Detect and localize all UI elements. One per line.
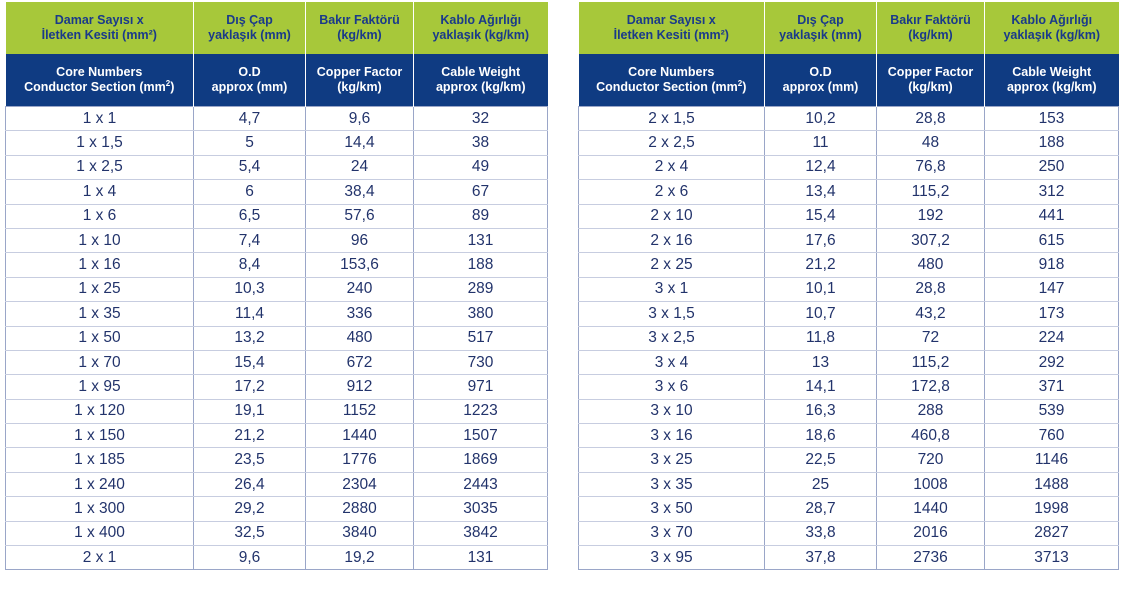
cell-outer-diameter: 12,4 (765, 155, 877, 179)
cell-cable-weight: 188 (985, 131, 1119, 155)
cell-copper-factor: 115,2 (877, 180, 985, 204)
cell-outer-diameter: 10,2 (765, 107, 877, 131)
header-cable-weight-tr: Kablo Ağırlığı yaklaşık (kg/km) (414, 2, 548, 54)
table-row (6, 253, 548, 277)
cell-cable-weight: 250 (985, 155, 1119, 179)
header-row-english (6, 54, 548, 107)
cell-cable-weight: 292 (985, 350, 1119, 374)
cell-outer-diameter: 32,5 (194, 521, 306, 545)
cell-copper-factor: 336 (306, 302, 414, 326)
cell-cable-weight: 3842 (414, 521, 548, 545)
header-row-turkish (579, 2, 1119, 54)
cell-copper-factor: 912 (306, 375, 414, 399)
cell-cable-weight: 3035 (414, 497, 548, 521)
cell-outer-diameter: 18,6 (765, 424, 877, 448)
cell-copper-factor: 28,8 (877, 107, 985, 131)
cell-copper-factor: 1776 (306, 448, 414, 472)
cell-copper-factor: 1440 (877, 497, 985, 521)
cell-copper-factor: 115,2 (877, 350, 985, 374)
cell-copper-factor: 1152 (306, 399, 414, 423)
cell-copper-factor: 240 (306, 277, 414, 301)
cell-core-section: 1 x 35 (6, 302, 194, 326)
cell-copper-factor: 96 (306, 228, 414, 252)
cell-outer-diameter: 21,2 (765, 253, 877, 277)
cell-outer-diameter: 13,2 (194, 326, 306, 350)
table-row (6, 180, 548, 204)
header-outer-diameter-tr: Dış Çap yaklaşık (mm) (194, 2, 306, 54)
cell-copper-factor: 28,8 (877, 277, 985, 301)
table-row (6, 302, 548, 326)
cell-core-section: 2 x 1,5 (579, 107, 765, 131)
cell-core-section: 2 x 25 (579, 253, 765, 277)
table-row (6, 326, 548, 350)
cell-core-section: 2 x 16 (579, 228, 765, 252)
cell-copper-factor: 2736 (877, 546, 985, 570)
cell-core-section: 1 x 400 (6, 521, 194, 545)
table-row (579, 107, 1119, 131)
cell-cable-weight: 89 (414, 204, 548, 228)
cell-copper-factor: 480 (306, 326, 414, 350)
cell-outer-diameter: 15,4 (194, 350, 306, 374)
header-outer-diameter-en: O.D approx (mm) (194, 54, 306, 107)
header-copper-factor-en: Copper Factor (kg/km) (306, 54, 414, 107)
cell-outer-diameter: 11,8 (765, 326, 877, 350)
cell-cable-weight: 2443 (414, 472, 548, 496)
cell-outer-diameter: 23,5 (194, 448, 306, 472)
table-row (6, 155, 548, 179)
table-row (579, 546, 1119, 570)
cell-core-section: 1 x 185 (6, 448, 194, 472)
table-row (6, 546, 548, 570)
table-row (6, 399, 548, 423)
cell-outer-diameter: 15,4 (765, 204, 877, 228)
cell-outer-diameter: 14,1 (765, 375, 877, 399)
cell-cable-weight: 32 (414, 107, 548, 131)
cell-copper-factor: 24 (306, 155, 414, 179)
cell-copper-factor: 9,6 (306, 107, 414, 131)
header-core-section-en: Core Numbers Conductor Section $(mm^2)$ (579, 54, 765, 107)
cell-cable-weight: 3713 (985, 546, 1119, 570)
cell-cable-weight: 539 (985, 399, 1119, 423)
header-cable-weight-en: Cable Weight approx (kg/km) (985, 54, 1119, 107)
cell-core-section: 1 x 6 (6, 204, 194, 228)
cell-core-section: 1 x 25 (6, 277, 194, 301)
cell-cable-weight: 1507 (414, 424, 548, 448)
table-row (579, 350, 1119, 374)
cell-outer-diameter: 21,2 (194, 424, 306, 448)
header-copper-factor-tr: Bakır Faktörü (kg/km) (306, 2, 414, 54)
cell-core-section: 1 x 50 (6, 326, 194, 350)
table-row (579, 326, 1119, 350)
header-outer-diameter-tr: Dış Çap yaklaşık (mm) (765, 2, 877, 54)
table-row (579, 204, 1119, 228)
cell-outer-diameter: 25 (765, 472, 877, 496)
cell-outer-diameter: 26,4 (194, 472, 306, 496)
cell-core-section: 2 x 2,5 (579, 131, 765, 155)
cell-outer-diameter: 10,7 (765, 302, 877, 326)
cell-cable-weight: 441 (985, 204, 1119, 228)
cell-core-section: 3 x 6 (579, 375, 765, 399)
cell-copper-factor: 288 (877, 399, 985, 423)
table-row (579, 180, 1119, 204)
cell-core-section: 3 x 35 (579, 472, 765, 496)
table-row (579, 253, 1119, 277)
table-row (6, 107, 548, 131)
cell-outer-diameter: 16,3 (765, 399, 877, 423)
table-row (6, 277, 548, 301)
cell-core-section: 3 x 25 (579, 448, 765, 472)
cell-core-section: 3 x 1 (579, 277, 765, 301)
table-row (579, 277, 1119, 301)
table-row (6, 472, 548, 496)
cell-outer-diameter: 13 (765, 350, 877, 374)
cell-cable-weight: 380 (414, 302, 548, 326)
cell-cable-weight: 131 (414, 546, 548, 570)
cell-outer-diameter: 5 (194, 131, 306, 155)
table-row (6, 131, 548, 155)
cell-copper-factor: 2016 (877, 521, 985, 545)
cell-outer-diameter: 29,2 (194, 497, 306, 521)
table-row (6, 497, 548, 521)
cell-cable-weight: 730 (414, 350, 548, 374)
header-core-section-tr: Damar Sayısı x İletken Kesiti (mm²) (579, 2, 765, 54)
cell-core-section: 1 x 4 (6, 180, 194, 204)
cell-cable-weight: 173 (985, 302, 1119, 326)
cell-cable-weight: 517 (414, 326, 548, 350)
cell-copper-factor: 460,8 (877, 424, 985, 448)
cell-outer-diameter: 11 (765, 131, 877, 155)
cell-cable-weight: 38 (414, 131, 548, 155)
cell-outer-diameter: 19,1 (194, 399, 306, 423)
cell-core-section: 3 x 10 (579, 399, 765, 423)
cell-cable-weight: 1146 (985, 448, 1119, 472)
cell-core-section: 1 x 1,5 (6, 131, 194, 155)
cell-cable-weight: 131 (414, 228, 548, 252)
cell-cable-weight: 188 (414, 253, 548, 277)
cell-copper-factor: 720 (877, 448, 985, 472)
cell-core-section: 3 x 50 (579, 497, 765, 521)
table-row (6, 204, 548, 228)
table-row (579, 375, 1119, 399)
cell-core-section: 1 x 70 (6, 350, 194, 374)
table-row (579, 155, 1119, 179)
cell-copper-factor: 43,2 (877, 302, 985, 326)
cell-copper-factor: 48 (877, 131, 985, 155)
cell-outer-diameter: 5,4 (194, 155, 306, 179)
cell-cable-weight: 918 (985, 253, 1119, 277)
cell-copper-factor: 172,8 (877, 375, 985, 399)
cell-outer-diameter: 4,7 (194, 107, 306, 131)
cell-cable-weight: 1223 (414, 399, 548, 423)
cell-cable-weight: 615 (985, 228, 1119, 252)
table-row (579, 399, 1119, 423)
cell-core-section: 3 x 2,5 (579, 326, 765, 350)
cell-core-section: 2 x 6 (579, 180, 765, 204)
header-outer-diameter-en: O.D approx (mm) (765, 54, 877, 107)
cell-cable-weight: 153 (985, 107, 1119, 131)
header-copper-factor-en: Copper Factor (kg/km) (877, 54, 985, 107)
cell-copper-factor: 57,6 (306, 204, 414, 228)
cell-core-section: 1 x 95 (6, 375, 194, 399)
table-row (6, 521, 548, 545)
cell-core-section: 1 x 240 (6, 472, 194, 496)
cell-cable-weight: 1869 (414, 448, 548, 472)
cell-outer-diameter: 10,1 (765, 277, 877, 301)
cell-core-section: 2 x 1 (6, 546, 194, 570)
cell-outer-diameter: 17,6 (765, 228, 877, 252)
header-core-section-en: Core Numbers Conductor Section $(mm^2)$ (6, 54, 194, 107)
cell-cable-weight: 371 (985, 375, 1119, 399)
cell-cable-weight: 224 (985, 326, 1119, 350)
table-row (579, 131, 1119, 155)
table-row (6, 350, 548, 374)
cell-copper-factor: 72 (877, 326, 985, 350)
table-row (6, 424, 548, 448)
cell-cable-weight: 312 (985, 180, 1119, 204)
header-cable-weight-en: Cable Weight approx (kg/km) (414, 54, 548, 107)
cell-outer-diameter: 6,5 (194, 204, 306, 228)
header-row-turkish (6, 2, 548, 54)
cell-core-section: 3 x 70 (579, 521, 765, 545)
cell-copper-factor: 2880 (306, 497, 414, 521)
cell-core-section: 1 x 16 (6, 253, 194, 277)
cable-table-right (578, 2, 1119, 570)
cell-copper-factor: 480 (877, 253, 985, 277)
table-row (6, 228, 548, 252)
cell-cable-weight: 1998 (985, 497, 1119, 521)
cell-cable-weight: 2827 (985, 521, 1119, 545)
cell-outer-diameter: 17,2 (194, 375, 306, 399)
cell-core-section: 1 x 150 (6, 424, 194, 448)
cell-core-section: 3 x 95 (579, 546, 765, 570)
cell-outer-diameter: 22,5 (765, 448, 877, 472)
cell-outer-diameter: 13,4 (765, 180, 877, 204)
cell-cable-weight: 147 (985, 277, 1119, 301)
cell-core-section: 2 x 10 (579, 204, 765, 228)
cell-outer-diameter: 11,4 (194, 302, 306, 326)
cell-copper-factor: 14,4 (306, 131, 414, 155)
cell-copper-factor: 1008 (877, 472, 985, 496)
header-copper-factor-tr: Bakır Faktörü (kg/km) (877, 2, 985, 54)
cell-cable-weight: 1488 (985, 472, 1119, 496)
cell-outer-diameter: 10,3 (194, 277, 306, 301)
cell-cable-weight: 760 (985, 424, 1119, 448)
cell-core-section: 3 x 1,5 (579, 302, 765, 326)
cell-outer-diameter: 6 (194, 180, 306, 204)
cell-core-section: 1 x 120 (6, 399, 194, 423)
cell-outer-diameter: 28,7 (765, 497, 877, 521)
cell-core-section: 1 x 10 (6, 228, 194, 252)
header-core-section-tr: Damar Sayısı x İletken Kesiti (mm²) (6, 2, 194, 54)
cell-outer-diameter: 33,8 (765, 521, 877, 545)
header-row-english (579, 54, 1119, 107)
cell-outer-diameter: 37,8 (765, 546, 877, 570)
cable-table-left (5, 2, 548, 570)
cell-copper-factor: 672 (306, 350, 414, 374)
cell-copper-factor: 192 (877, 204, 985, 228)
cell-copper-factor: 2304 (306, 472, 414, 496)
cell-core-section: 2 x 4 (579, 155, 765, 179)
cell-outer-diameter: 9,6 (194, 546, 306, 570)
cell-core-section: 3 x 16 (579, 424, 765, 448)
cell-cable-weight: 49 (414, 155, 548, 179)
table-row (6, 448, 548, 472)
cell-core-section: 1 x 2,5 (6, 155, 194, 179)
cell-core-section: 1 x 1 (6, 107, 194, 131)
cell-cable-weight: 971 (414, 375, 548, 399)
table-row (579, 302, 1119, 326)
table-row (579, 497, 1119, 521)
cell-cable-weight: 289 (414, 277, 548, 301)
cell-copper-factor: 153,6 (306, 253, 414, 277)
cell-copper-factor: 307,2 (877, 228, 985, 252)
cell-core-section: 1 x 300 (6, 497, 194, 521)
header-cable-weight-tr: Kablo Ağırlığı yaklaşık (kg/km) (985, 2, 1119, 54)
table-row (579, 424, 1119, 448)
cell-core-section: 3 x 4 (579, 350, 765, 374)
cell-copper-factor: 76,8 (877, 155, 985, 179)
table-row (579, 521, 1119, 545)
table-row (579, 472, 1119, 496)
cell-copper-factor: 19,2 (306, 546, 414, 570)
cell-cable-weight: 67 (414, 180, 548, 204)
table-row (579, 448, 1119, 472)
cell-outer-diameter: 7,4 (194, 228, 306, 252)
cell-copper-factor: 1440 (306, 424, 414, 448)
cell-copper-factor: 3840 (306, 521, 414, 545)
table-row (6, 375, 548, 399)
table-row (579, 228, 1119, 252)
cell-copper-factor: 38,4 (306, 180, 414, 204)
cell-outer-diameter: 8,4 (194, 253, 306, 277)
